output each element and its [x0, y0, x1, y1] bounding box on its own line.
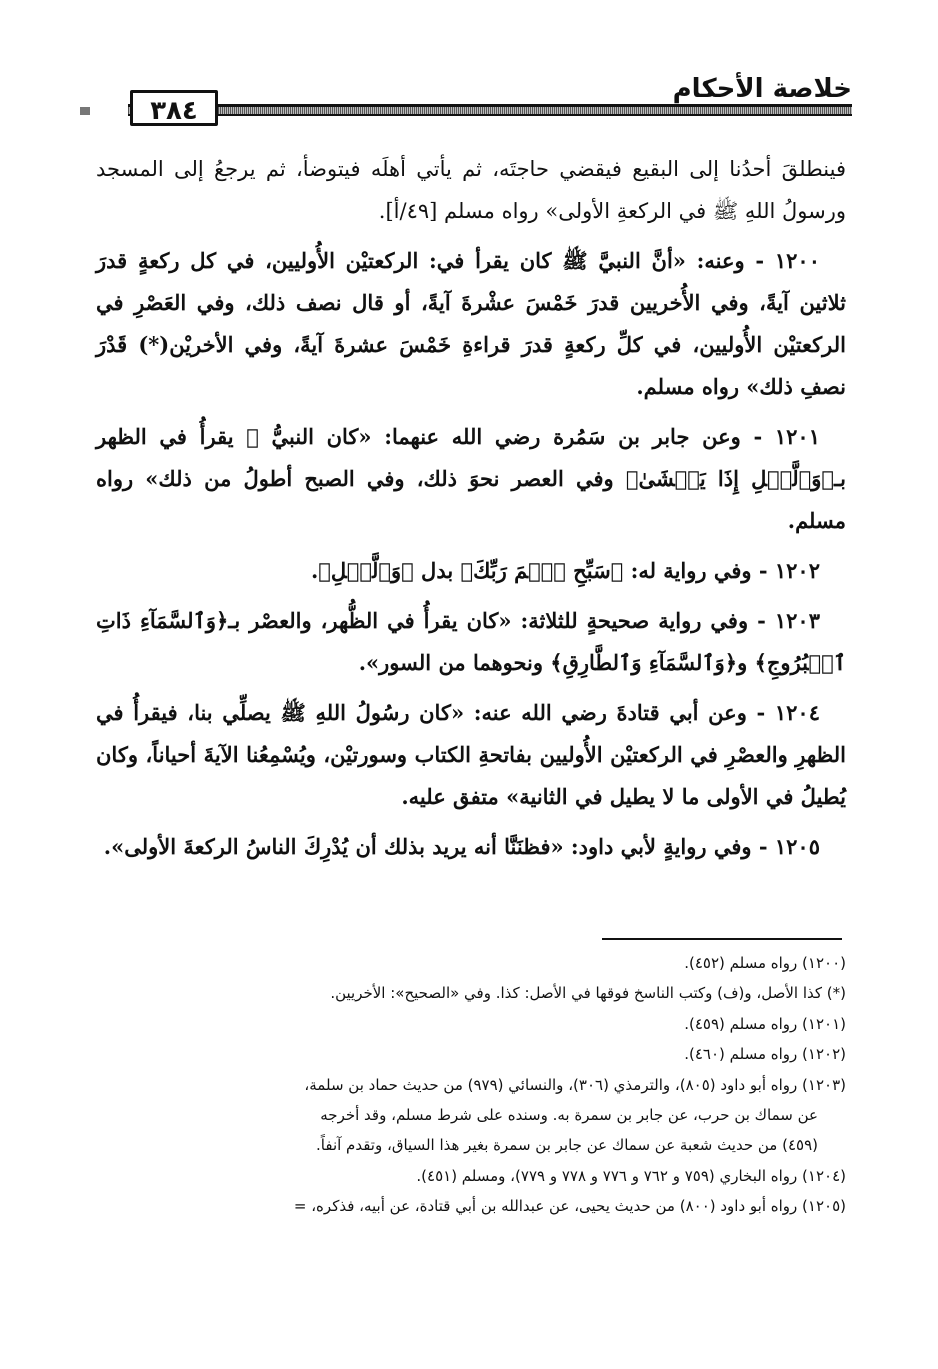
hadith-1201: ١٢٠١ - وعن جابر بن سَمُرة رضي الله عنهما: «كان النبيُّ ﷺ يقرأُ في الظهر بـ﴿وَٱلَّيۡلِ إِذَا يَغۡشَىٰ﴾ وفي العصر نحوَ ذلك، وفي الصبح أطولُ من ذلك» رواه مسلم.: [96, 424, 846, 533]
hadith-1204: ١٢٠٤ - وعن أبي قتادةَ رضي الله عنه: «كان رسُولُ اللهِ ﷺ يصلِّي بنا، فيقرأُ في الظهرِ والعصْرِ في الركعتيْن الأُوليين بفاتحةِ الكتاب وسورتيْن، ويُسْمِعُنا الآيةَ أحياناً، وكان يُطيلُ في الأولى ما لا يطيل في الثانية» متفق عليه.: [96, 700, 846, 809]
footnote-1203-line-2: عن سماك بن حرب، عن جابر بن سمرة به. وسنده على شرط مسلم، وقد أخرجه: [320, 1106, 818, 1125]
footnote-1201: (١٢٠١) رواه مسلم (٤٥٩).: [684, 1014, 846, 1033]
footnote-1204: (١٢٠٤) رواه البخاري (٧٥٩ و ٧٦٢ و ٧٧٦ و ٧٧٨ و ٧٧٩)، ومسلم (٤٥١).: [416, 1166, 846, 1185]
footnote-separator: [602, 938, 842, 940]
hadith-1205: ١٢٠٥ - وفي روايةٍ لأبي داود: «فظنَنَّا أنه يريد بذلك أن يُدْرِكَ الناسُ الركعةَ الأولى».: [103, 834, 820, 859]
footnote-asterisk: (*) كذا الأصل، و(ف) وكتب الناسخ فوقها في الأصل: كذا. وفي «الصحيح»: الأخريين.: [330, 984, 846, 1003]
hadith-1203: ١٢٠٣ - وفي رواية صحيحةٍ للثلاثة: «كان يقرأُ في الظُّهر، والعصْر بـ﴿وَٱلسَّمَآءِ ذَاتِ ٱلۡبُرُوجِ﴾ و﴿وَٱلسَّمَآءِ وَٱلطَّارِقِ﴾ ونحوهما من السور».: [96, 608, 846, 675]
hadith-1200: ١٢٠٠ - وعنه: «أنَّ النبيَّ ﷺ كان يقرأ في: الركعتيْن الأُوليين، في كل ركعةٍ قدرَ ثلاثين آيةً، وفي الأُخريين قدرَ خَمْسَ عشْرةَ آيةً، أو قال نصف ذلك، وفي العَصْرِ في الركعتيْن الأُوليين، في كلِّ ركعةٍ قدرَ قراءةِ خَمْسَ عشرةَ آيةً، وفي الأخريْن(*) قَدْرَ نصفِ ذلك» رواه مسلم.: [96, 248, 846, 399]
footnotes: [96, 948, 846, 1222]
main-text: [96, 148, 846, 876]
footnote-1203: (١٢٠٣) رواه أبو داود (٨٠٥)، والترمذي (٣٠٦)، والنسائي (٩٧٩) من حديث حماد بن سلمة،: [304, 1075, 846, 1094]
footnote-1200: (١٢٠٠) رواه مسلم (٤٥٢).: [684, 954, 846, 972]
header-rule-end: [80, 107, 90, 115]
footnote-1203-line-3: (٤٥٩) من حديث شعبة عن سماك عن جابر بن سمرة بغير هذا السياق، وتقدم آنفاً.: [316, 1136, 818, 1155]
footnote-1202: (١٢٠٢) رواه مسلم (٤٦٠).: [684, 1045, 846, 1064]
footnote-1205: (١٢٠٥) رواه أبو داود (٨٠٠) من حديث يحيى، عن عبدالله بن أبي قتادة، عن أبيه، فذكره، =: [293, 1197, 846, 1216]
running-header-title: خلاصة الأحكام: [672, 74, 852, 104]
page-number: ٣٨٤: [130, 90, 218, 126]
header-rule: [128, 104, 852, 116]
hadith-1202: ١٢٠٢ - وفي رواية له: ﴿سَبِّحِ ٱسۡمَ رَبِّكَ﴾ بدل ﴿وَٱلَّيۡلِ﴾.: [310, 558, 820, 583]
paragraph-continuation: فينطلقَ أحدُنا إلى البقيع فيقضي حاجتَه، ثم يأتي أهلَه فيتوضأ، ثم يرجعُ إلى المسجد ورسولُ اللهِ ﷺ في الركعةِ الأولى» رواه مسلم [٤٩/أ].: [96, 157, 846, 223]
